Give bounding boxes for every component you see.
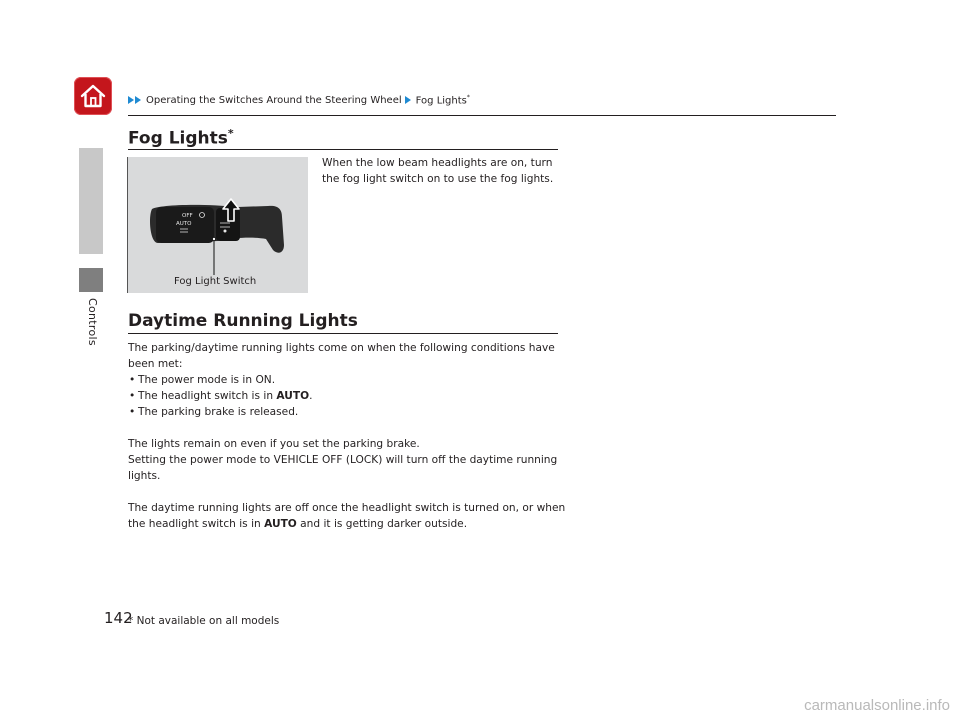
watermark: carmanualsonline.info xyxy=(804,697,950,714)
breadcrumb-link-fog-lights[interactable]: Fog Lights* xyxy=(415,94,470,107)
daytime-running-lights-heading-rule xyxy=(128,333,558,334)
fog-lights-intro: When the low beam headlights are on, turn the fog light switch on to use the fog lights. xyxy=(322,157,554,185)
drl-paragraph: The lights remain on even if you set the parking brake. xyxy=(128,438,420,450)
sidebar-section-label: Controls xyxy=(86,298,99,346)
fog-lights-heading: Fog Lights* xyxy=(128,127,234,149)
triangle-arrow-icon xyxy=(405,96,411,104)
headlight-lever-illustration xyxy=(128,157,308,293)
drl-paragraph: Setting the power mode to VEHICLE OFF (LOCK) will turn off the daytime running lights. xyxy=(128,454,558,482)
list-item: • The headlight switch is in AUTO. xyxy=(128,388,568,404)
breadcrumb xyxy=(128,94,470,106)
header-divider xyxy=(128,115,836,116)
home-button[interactable] xyxy=(74,77,112,115)
drl-conditions-list xyxy=(128,372,568,420)
drl-paragraph: The daytime running lights are off once the headlight switch is turned on, or when the headlight switch is in AUTO and it is getting darker outside. xyxy=(128,502,566,530)
fog-light-switch-figure xyxy=(127,157,308,293)
home-icon xyxy=(78,81,108,111)
sidebar-tab-controls[interactable] xyxy=(79,268,103,292)
breadcrumb-link-switches[interactable]: Operating the Switches Around the Steering Wheel xyxy=(146,94,402,106)
svg-text:OFF: OFF xyxy=(182,213,193,219)
double-triangle-arrow-icon xyxy=(128,96,141,104)
svg-text:AUTO: AUTO xyxy=(176,221,192,227)
daytime-running-lights-body xyxy=(128,340,568,532)
figure-callout-label: Fog Light Switch xyxy=(174,276,257,287)
page-number: 142 xyxy=(104,609,133,627)
fog-lights-heading-rule xyxy=(128,149,558,150)
daytime-running-lights-heading: Daytime Running Lights xyxy=(128,311,358,331)
sidebar-tab-previous[interactable] xyxy=(79,148,103,254)
drl-intro: The parking/daytime running lights come on when the following conditions have been met: xyxy=(128,342,555,370)
list-item: • The power mode is in ON. xyxy=(128,372,568,388)
list-item: • The parking brake is released. xyxy=(128,404,568,420)
footnote: * Not available on all models xyxy=(128,615,280,627)
